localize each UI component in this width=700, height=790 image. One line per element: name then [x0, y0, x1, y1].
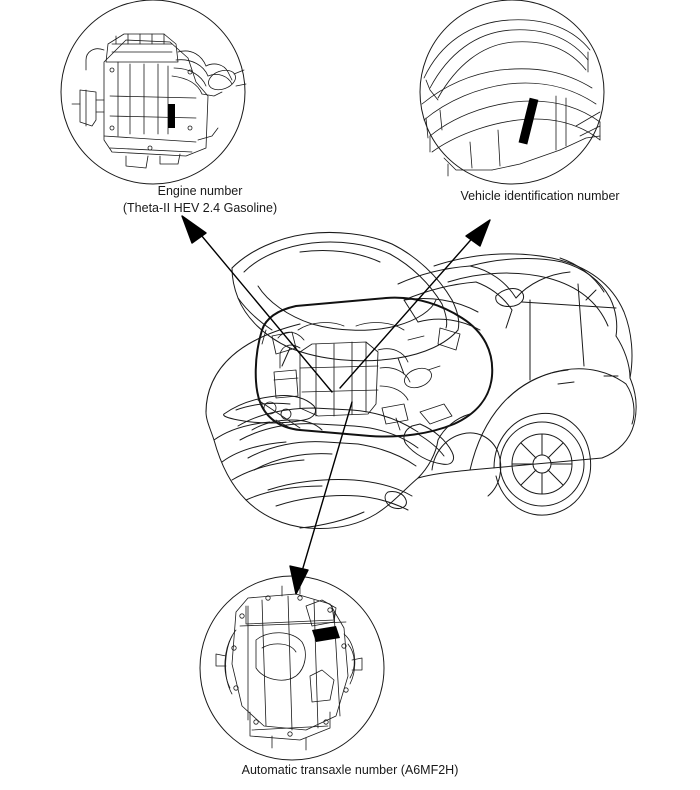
transaxle-illustration [216, 586, 362, 750]
vehicle-illustration [206, 232, 636, 528]
vin-plate-mark [519, 98, 539, 145]
caption-automatic-transaxle-number [160, 762, 540, 779]
engine-number-mark [168, 104, 175, 128]
caption-engine-line1: Engine number [157, 184, 243, 198]
engine-detail-circle [61, 0, 246, 184]
caption-transaxle-line1: Automatic transaxle number (A6MF2H) [241, 763, 459, 777]
transaxle-detail-circle [200, 576, 384, 760]
engine-illustration [72, 34, 246, 168]
caption-vin-line1: Vehicle identification number [460, 189, 620, 203]
caption-vehicle-identification-number [400, 188, 680, 205]
callout-arrows [182, 216, 490, 594]
caption-engine-number [40, 183, 360, 217]
vin-detail-circle [420, 0, 604, 184]
cowl-illustration [422, 20, 600, 176]
caption-engine-line2: (Theta-II HEV 2.4 Gasoline) [122, 200, 278, 215]
